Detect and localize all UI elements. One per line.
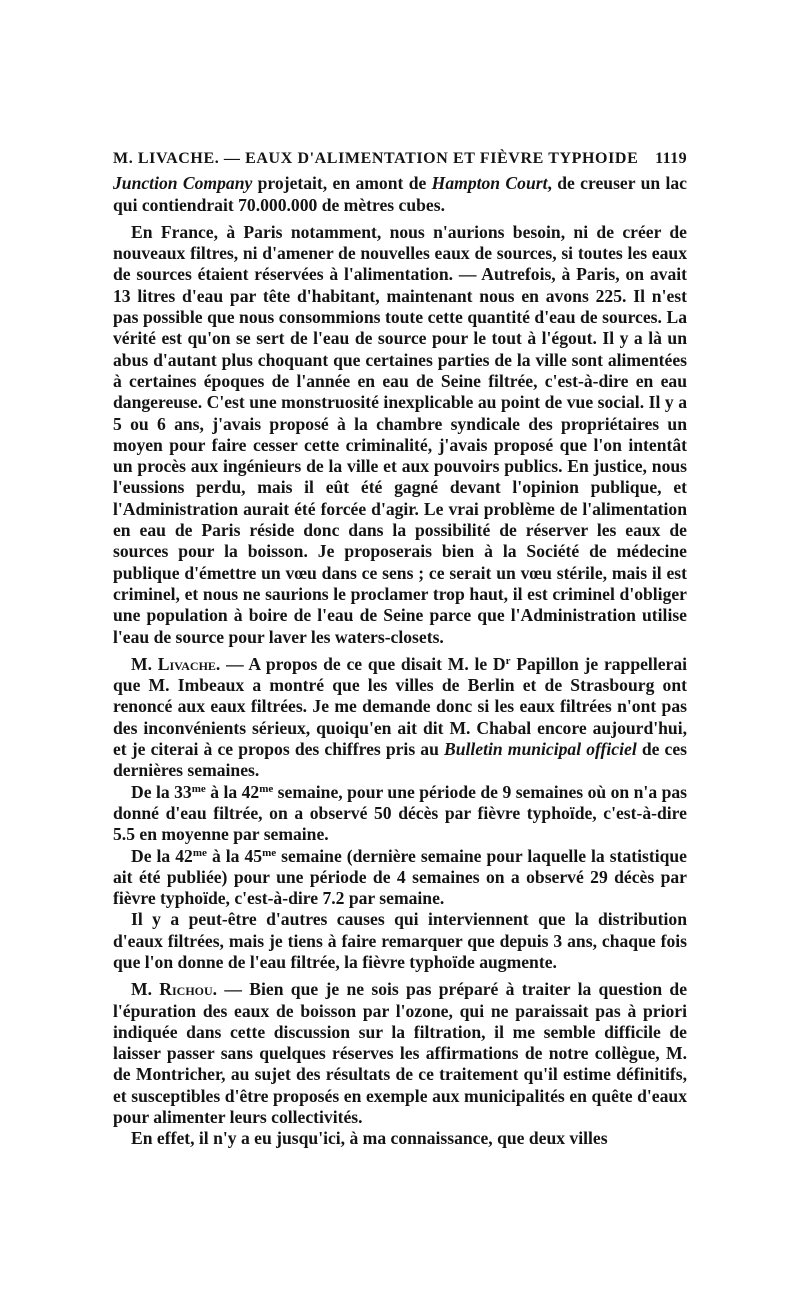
- italic-journal-title: Bulletin municipal officiel: [444, 739, 637, 760]
- paragraph-richou: M. Richou. — Bien que je ne sois pas préparé à traiter la question de l'épuration des eaux de boisson par l'ozone, qui ne paraissait pas à priori indiquée dans cette discussion sur la filtration, il me semble difficile de laisser passer sans quelques réserves les affirmations de notre collègue, M. de Montricher, au sujet des résultats de ce traitement qu'il estime définitifs, et susceptibles d'être proposés en exemple aux municipalités en quête d'eaux pour alimenter leurs collectivités.: [113, 979, 687, 1128]
- paragraph-livache: M. Livache. — A propos de ce que disait M. le $D^r$ Papillon je rappellerai que M. Imbeaux a montré que les villes de Berlin et de Strasbourg ont renoncé aux eaux filtrées. Je me demande donc si les eaux filtrées n'ont pas des inconvénients sérieux, quoiqu'en ait dit M. Chabal encore aujourd'hui, et je citerai à ce propos des chiffres pris au Bulletin municipal officiel de ces dernières semaines.: [113, 653, 688, 781]
- speaker-name: M. Richou.: [131, 979, 218, 1000]
- paragraph-weeks-42-45: De la $42^{me}$ à la $45^{me}$ semaine (dernière semaine pour laquelle la statistique ait été publiée) pour une période de 4 semaines on a observé 29 décès par fièvre typhoïde, c'est-à-dire 7.2 par semaine.: [113, 845, 687, 909]
- paragraph-weeks-33-42: De la $33^{me}$ à la $42^{me}$ semaine, pour une période de 9 semaines où on n'a pas donné d'eau filtrée, on a observé 50 décès par fièvre typhoïde, c'est-à-dire 5.5 en moyenne par semaine.: [113, 781, 687, 845]
- paragraph-paris-water: En France, à Paris notamment, nous n'aurions besoin, ni de créer de nouveaux filtres, ni d'amener de nouvelles eaux de sources, si toutes les eaux de sources étaient réservées à l'alimentation. — Autrefois, à Paris, on avait 13 litres d'eau par tête d'habitant, maintenant nous en avons 225. Il n'est pas possible que nous consommions toute cette quantité d'eau de sources. La vérité est qu'on se sert de l'eau de source pour le tout à l'égout. Il y a là un abus d'autant plus choquant que certaines parties de la ville sont alimentées à certaines époques de l'année en eau de Seine filtrée, c'est-à-dire en eau dangereuse. C'est une monstruosité inexplicable au point de vue social. Il y a 5 ou 6 ans, j'avais proposé à la chambre syndicale des propriétaires un moyen pour faire cesser cette criminalité, j'avais proposé que l'on intentât un procès aux ingénieurs de la ville et aux pouvoirs publics. En justice, nous l'eussions perdu, mais il eût été gagné devant l'opinion publique, et l'Administration aurait été forcée d'agir. Le vrai problème de l'alimentation en eau de Paris réside donc dans la possibilité de réserver les eaux de sources pour la boisson. Je proposerais bien à la Société de médecine publique d'émettre un vœu dans ce sens ; ce serait un vœu stérile, mais il est criminel, et nous ne saurions le proclamer trop haut, il est criminel d'obliger une population à boire de l'eau de Seine parce que l'Administration utilise l'eau de source pour laver les waters-closets.: [113, 221, 687, 647]
- paragraph-two-cities: En effet, il n'y a eu jusqu'ici, à ma connaissance, que deux villes: [131, 1128, 608, 1149]
- running-header: [113, 148, 687, 169]
- running-title: M. LIVACHE. — EAUX D'ALIMENTATION ET FIÈVRE TYPHOIDE: [113, 150, 639, 167]
- italic-place-name: Hampton Court: [431, 173, 548, 194]
- page-number: 1119: [655, 150, 687, 167]
- speaker-name: M. Livache.: [131, 653, 221, 674]
- paragraph-continuation: Junction Company projetait, en amont de Hampton Court, de creuser un lac qui contiendrait 70.000.000 de mètres cubes.: [113, 173, 687, 215]
- italic-company-name: Junction Company: [113, 173, 253, 194]
- paragraph-other-causes: Il y a peut-être d'autres causes qui interviennent que la distribution d'eaux filtrées, mais je tiens à faire remarquer que depuis 3 ans, chaque fois que l'on donne de l'eau filtrée, la fièvre typhoïde augmente.: [113, 909, 687, 972]
- book-page: [113, 148, 687, 1150]
